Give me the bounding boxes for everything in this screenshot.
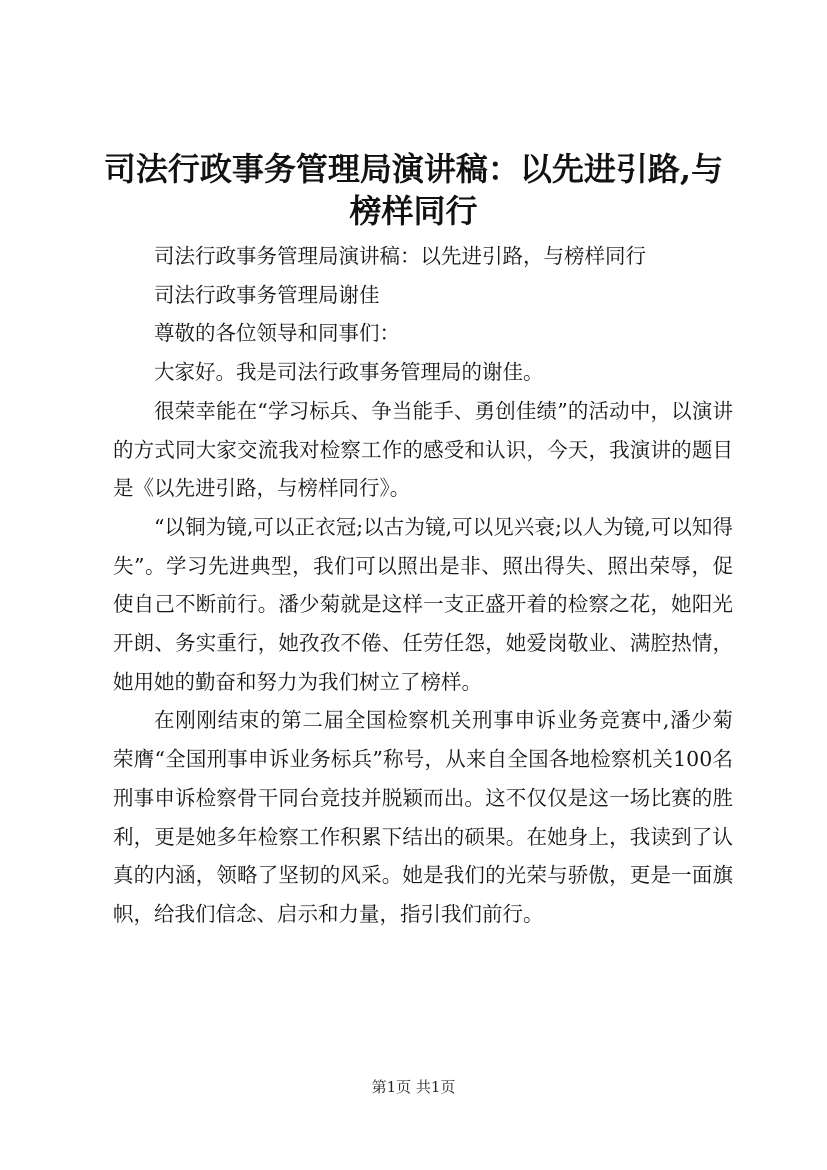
paragraph-salutation: 尊敬的各位领导和同事们：	[154, 321, 400, 346]
paragraph-greeting: 大家好。我是司法行政事务管理局的谢佳。	[154, 360, 544, 385]
document-body	[113, 237, 733, 934]
paragraph-achievement: 在刚刚结束的第二届全国检察机关刑事申诉业务竞赛中,潘少菊荣膺“全国刑事申诉业务标兵”称号，从来自全国各地检察机关100名刑事申诉检察骨干同台竞技并脱颖而出。这不仅仅是这一场比赛的胜利，更是她多年检察工作积累下结出的硕果。在她身上，我读到了认真的内涵，领略了坚韧的风采。她是我们的光荣与骄傲，更是一面旗帜，给我们信念、启示和力量，指引我们前行。	[113, 708, 733, 926]
paragraph-subtitle: 司法行政事务管理局演讲稿：以先进引路，与榜样同行	[154, 244, 646, 268]
page-footer	[0, 1077, 827, 1097]
paragraph-quote: “以铜为镜,可以正衣冠;以古为镜,可以见兴衰;以人为镜,可以知得失”。学习先进典型，我们可以照出是非、照出得失、照出荣辱，促使自己不断前行。潘少菊就是这样一支正盛开着的检察之花，她阳光开朗、务实重行，她孜孜不倦、任劳任怨，她爱岗敬业、满腔热情，她用她的勤奋和努力为我们树立了榜样。	[113, 514, 733, 694]
paragraph-author: 司法行政事务管理局谢佳	[154, 282, 380, 307]
document-title: 司法行政事务管理局演讲稿：以先进引路,与榜样同行	[103, 150, 724, 230]
page-number: 第1页 共1页	[371, 1078, 456, 1096]
paragraph-intro: 很荣幸能在“学习标兵、争当能手、勇创佳绩”的活动中，以演讲的方式同大家交流我对检察工作的感受和认识，今天，我演讲的题目是《以先进引路，与榜样同行》。	[113, 398, 733, 501]
